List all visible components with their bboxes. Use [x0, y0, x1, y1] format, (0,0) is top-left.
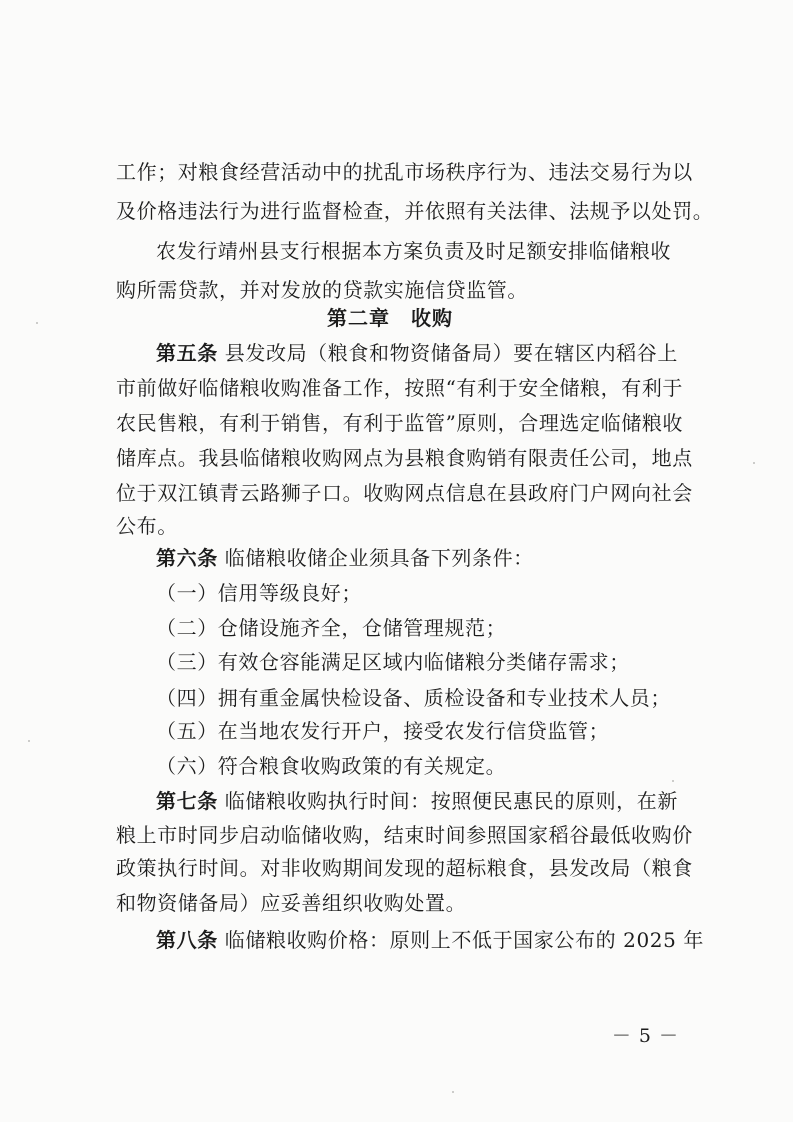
body-line: [116, 199, 713, 223]
line-text: 粮上市时同步启动临储收购，结束时间参照国家稻谷最低收购价: [116, 823, 693, 847]
chapter-heading: [327, 306, 453, 330]
scan-speck: [753, 462, 755, 464]
article-heading-line: [156, 546, 534, 570]
line-text: 工作；对粮食经营活动中的扰乱市场秩序行为、违法交易行为以: [116, 160, 693, 184]
line-text: 临储粮收储企业须具备下列条件：: [224, 546, 534, 570]
article-heading-line: [156, 341, 678, 365]
list-item: [156, 686, 671, 710]
article-label: 第五条: [156, 341, 218, 365]
list-item: [156, 581, 362, 605]
scan-speck: [672, 780, 674, 782]
line-text: 农民售粮，有利于销售，有利于监管”原则，合理选定临储粮收: [116, 411, 684, 435]
chapter-title: 第二章 收购: [327, 306, 453, 330]
scan-speck: [452, 1091, 454, 1093]
list-item-text: （三）有效仓容能满足区域内临储粮分类储存需求；: [156, 650, 630, 674]
line-text: 农发行靖州县支行根据本方案负责及时足额安排临储粮收: [156, 239, 671, 263]
article-heading-line: [156, 789, 678, 813]
article-label: 第八条: [156, 928, 218, 952]
list-item: [156, 650, 630, 674]
list-item: [156, 719, 609, 743]
page-number: － 5 －: [611, 1025, 679, 1047]
list-item-text: （二）仓储设施齐全，仓储管理规范；: [156, 616, 507, 640]
line-text: 公布。: [116, 514, 178, 538]
body-line: [116, 891, 466, 915]
list-item-text: （一）信用等级良好；: [156, 581, 362, 605]
list-item-text: （五）在当地农发行开户，接受农发行信贷监管；: [156, 719, 610, 743]
body-line: [116, 856, 693, 880]
line-text: 购所需贷款，并对发放的贷款实施信贷监管。: [116, 278, 528, 302]
scan-speck: [36, 322, 38, 324]
scan-speck: [28, 740, 30, 742]
body-line: [116, 376, 683, 400]
line-text: 和物资储备局）应妥善组织收购处置。: [116, 891, 467, 915]
line-text: 县发改局（粮食和物资储备局）要在辖区内稻谷上: [224, 341, 678, 365]
body-line: [116, 446, 693, 470]
line-text: 临储粮收购价格：原则上不低于国家公布的 2025 年: [224, 928, 704, 952]
line-text: 及价格违法行为进行监督检查，并依照有关法律、法规予以处罚。: [116, 199, 714, 223]
line-text: 临储粮收购执行时间：按照便民惠民的原则，在新: [224, 789, 678, 813]
list-item: [156, 754, 506, 778]
body-line: [116, 514, 178, 538]
line-text: 市前做好临储粮收购准备工作，按照“有利于安全储粮，有利于: [116, 376, 684, 400]
line-text: 位于双江镇青云路狮子口。收购网点信息在县政府门户网向社会: [116, 481, 693, 505]
body-line: [116, 278, 528, 302]
article-label: 第七条: [156, 789, 218, 813]
article-heading-line: [156, 928, 704, 952]
article-label: 第六条: [156, 546, 218, 570]
body-line: [116, 481, 693, 505]
body-line: [116, 823, 693, 847]
line-text: 政策执行时间。对非收购期间发现的超标粮食，县发改局（粮食: [116, 856, 693, 880]
list-item: [156, 616, 506, 640]
body-line: [116, 411, 683, 435]
body-line: [116, 160, 693, 184]
line-text: 储库点。我县临储粮收购网点为县粮食购销有限责任公司，地点: [116, 446, 693, 470]
list-item-text: （四）拥有重金属快检设备、质检设备和专业技术人员；: [156, 686, 671, 710]
body-line: [156, 239, 671, 263]
list-item-text: （六）符合粮食收购政策的有关规定。: [156, 754, 507, 778]
